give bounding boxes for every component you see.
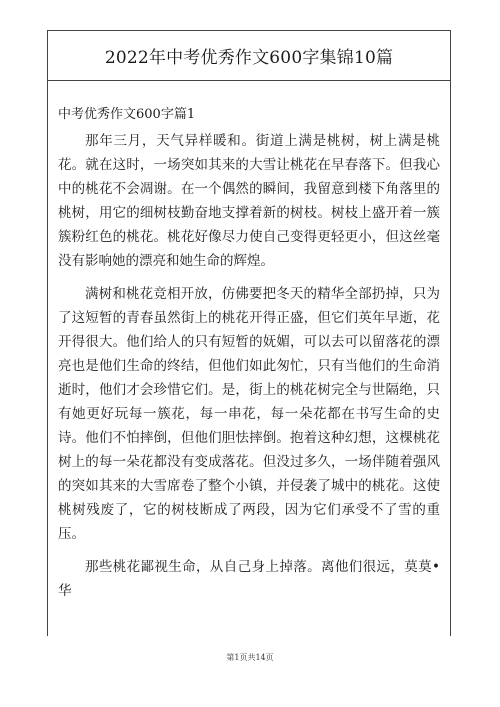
title-divider	[47, 80, 451, 81]
paragraph: 满树和桃花竞相开放，仿佛要把冬天的精华全部扔掉，只为了这短暂的青春虽然街上的桃花开得正盛，但它们英年早逝，花开得很大。他们给人的只有短暂的妩媚，可以去可以留落花的漂亮也是他们生命的终结，但他们如此匆忙，只有当他们的生命消逝时，他们才会珍惜它们。是，街上的桃花树完全与世隔绝，只有她更好玩每一簇花，每一串花，每一朵花都在书写生命的史诗。他们不怕摔倒，但他们胆怯摔倒。抱着这种幻想，这棵桃花树上的每一朵花都没有变成落花。但没过多久，一场伴随着强风的突如其来的大雪席卷了整个小镇，并侵袭了城中的桃花。这使桃树残废了，它的树枝断成了两段，因为它们承受不了雪的重压。	[58, 286, 440, 542]
essay-body	[58, 130, 440, 614]
document-title: 2022年中考优秀作文600字集锦10篇	[104, 48, 394, 68]
paragraph: 那年三月，天气异样暖和。街道上满是桃树，树上满是桃花。就在这时，一场突如其来的大雪让桃花在早春落下。但我心中的桃花不会凋谢。在一个偶然的瞬间，我留意到楼下角落里的桃树，用它的细树枝勤奋地支撑着新的树枝。树枝上盛开着一簇簇粉红色的桃花。桃花好像尽力使自己变得更轻更小，但这丝毫没有影响她的漂亮和她生命的辉煌。	[58, 133, 440, 269]
paragraph: 那些桃花鄙视生命，从自己身上掉落。离他们很远，莫莫•华	[58, 559, 440, 600]
section-heading: 中考优秀作文600字篇1	[58, 107, 196, 122]
page-number-footer: 第1页共14页	[226, 653, 274, 662]
